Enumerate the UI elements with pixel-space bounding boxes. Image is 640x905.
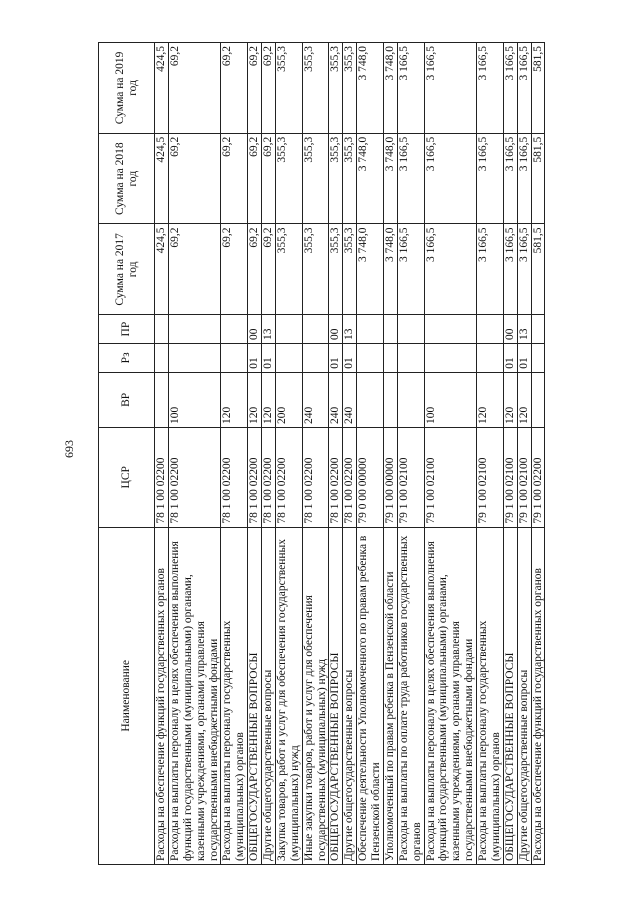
row-pr (357, 315, 384, 344)
row-vr: 120 (221, 372, 248, 427)
row-amount-2018: 3 166,5 (517, 133, 531, 224)
row-csr: 78 1 00 02200 (302, 428, 329, 528)
row-amount-2019: 424,5 (155, 43, 169, 134)
header-name: Наименование (99, 527, 155, 864)
row-amount-2019: 3 748,0 (383, 43, 397, 134)
row-csr: 79 1 00 02100 (503, 428, 517, 528)
row-amount-2019: 355,3 (302, 43, 329, 134)
row-csr: 79 1 00 02100 (517, 428, 531, 528)
table-row (503, 43, 517, 865)
row-vr (155, 372, 169, 427)
rotated-page-content (98, 42, 548, 865)
row-amount-2019: 3 166,5 (477, 43, 504, 134)
row-rz: 01 (329, 343, 343, 372)
table-row (302, 43, 329, 865)
row-amount-2017: 355,3 (302, 224, 329, 315)
row-name: Обеспечение деятельности Уполномоченного по правам ребенка в Пензенской области (357, 527, 384, 864)
row-amount-2018: 3 166,5 (424, 133, 477, 224)
row-amount-2017: 3 166,5 (517, 224, 531, 315)
row-vr: 240 (343, 372, 357, 427)
header-csr: ЦСР (99, 428, 155, 528)
row-csr: 78 1 00 02200 (329, 428, 343, 528)
row-rz (221, 343, 248, 372)
table-row (275, 43, 302, 865)
row-csr: 78 1 00 02200 (343, 428, 357, 528)
row-rz (424, 343, 477, 372)
header-2019: Сумма на 2019 год (99, 43, 155, 134)
row-amount-2017: 3 166,5 (424, 224, 477, 315)
row-pr: 13 (262, 315, 276, 344)
row-amount-2017: 355,3 (329, 224, 343, 315)
row-csr: 78 1 00 02200 (275, 428, 302, 528)
row-amount-2018: 355,3 (275, 133, 302, 224)
row-pr (275, 315, 302, 344)
row-amount-2018: 355,3 (329, 133, 343, 224)
row-pr (155, 315, 169, 344)
table-row (343, 43, 357, 865)
row-name: ОБЩЕГОСУДАРСТВЕННЫЕ ВОПРОСЫ (503, 527, 517, 864)
row-vr: 100 (424, 372, 477, 427)
row-amount-2018: 355,3 (302, 133, 329, 224)
row-vr: 240 (329, 372, 343, 427)
row-rz: 01 (517, 343, 531, 372)
row-amount-2018: 3 166,5 (397, 133, 424, 224)
row-amount-2019: 355,3 (329, 43, 343, 134)
row-pr (531, 315, 545, 344)
row-amount-2019: 69,2 (168, 43, 221, 134)
row-vr: 120 (517, 372, 531, 427)
row-vr (383, 372, 397, 427)
row-pr (302, 315, 329, 344)
row-amount-2018: 3 166,5 (503, 133, 517, 224)
row-rz: 01 (503, 343, 517, 372)
row-pr: 13 (343, 315, 357, 344)
header-2017: Сумма на 2017 год (99, 224, 155, 315)
row-amount-2019: 3 166,5 (503, 43, 517, 134)
budget-table (98, 42, 545, 865)
row-rz: 01 (262, 343, 276, 372)
row-pr (397, 315, 424, 344)
header-vr: ВР (99, 372, 155, 427)
row-amount-2017: 69,2 (262, 224, 276, 315)
row-rz (397, 343, 424, 372)
row-name: Уполномоченный по правам ребенка в Пензенской области (383, 527, 397, 864)
row-csr: 79 1 00 02100 (477, 428, 504, 528)
header-2018: Сумма на 2018 год (99, 133, 155, 224)
row-amount-2018: 3 748,0 (383, 133, 397, 224)
table-row (168, 43, 221, 865)
row-amount-2017: 581,5 (531, 224, 545, 315)
table-row (221, 43, 248, 865)
row-amount-2018: 69,2 (221, 133, 248, 224)
row-name: Закупка товаров, работ и услуг для обеспечения государственных (муниципальных) нужд (275, 527, 302, 864)
row-pr (424, 315, 477, 344)
row-csr: 78 1 00 02200 (168, 428, 221, 528)
row-amount-2017: 3 748,0 (383, 224, 397, 315)
row-amount-2017: 355,3 (343, 224, 357, 315)
row-amount-2018: 69,2 (248, 133, 262, 224)
row-amount-2018: 69,2 (262, 133, 276, 224)
row-name: Расходы на выплаты персоналу государственных (муниципальных) органов (477, 527, 504, 864)
table-row (248, 43, 262, 865)
row-name: Другие общегосударственные вопросы (343, 527, 357, 864)
row-amount-2017: 3 166,5 (397, 224, 424, 315)
header-rz: Рз (99, 343, 155, 372)
row-amount-2019: 355,3 (275, 43, 302, 134)
row-amount-2019: 3 166,5 (517, 43, 531, 134)
row-vr: 240 (302, 372, 329, 427)
row-name: Расходы на обеспечение функций государственных органов (155, 527, 169, 864)
table-header (99, 43, 155, 865)
row-name: Расходы на выплаты персоналу в целях обеспечения выполнения функций государственными (муниципальными) органами, казенными учреждениями, органами управления государственными внебюджетными фондами (424, 527, 477, 864)
row-rz (357, 343, 384, 372)
row-name: Другие общегосударственные вопросы (517, 527, 531, 864)
row-csr: 78 1 00 02200 (248, 428, 262, 528)
row-vr (531, 372, 545, 427)
table-row (262, 43, 276, 865)
table-row (424, 43, 477, 865)
row-csr: 79 1 00 02100 (424, 428, 477, 528)
table-row (329, 43, 343, 865)
row-amount-2017: 3 166,5 (477, 224, 504, 315)
row-csr: 79 1 00 02200 (531, 428, 545, 528)
row-amount-2019: 581,5 (531, 43, 545, 134)
row-csr: 79 1 00 02100 (397, 428, 424, 528)
row-amount-2018: 581,5 (531, 133, 545, 224)
row-amount-2019: 355,3 (343, 43, 357, 134)
row-amount-2017: 69,2 (248, 224, 262, 315)
row-rz (168, 343, 221, 372)
row-amount-2017: 69,2 (168, 224, 221, 315)
row-csr: 78 1 00 02200 (221, 428, 248, 528)
row-vr: 100 (168, 372, 221, 427)
row-amount-2017: 69,2 (221, 224, 248, 315)
row-amount-2017: 3 748,0 (357, 224, 384, 315)
row-amount-2018: 3 748,0 (357, 133, 384, 224)
row-vr: 120 (248, 372, 262, 427)
row-amount-2017: 3 166,5 (503, 224, 517, 315)
row-name: Расходы на обеспечение функций государственных органов (531, 527, 545, 864)
row-rz: 01 (343, 343, 357, 372)
row-name: ОБЩЕГОСУДАРСТВЕННЫЕ ВОПРОСЫ (329, 527, 343, 864)
row-amount-2019: 3 166,5 (424, 43, 477, 134)
row-name: ОБЩЕГОСУДАРСТВЕННЫЕ ВОПРОСЫ (248, 527, 262, 864)
table-row (383, 43, 397, 865)
row-pr (221, 315, 248, 344)
row-amount-2019: 69,2 (221, 43, 248, 134)
row-amount-2018: 424,5 (155, 133, 169, 224)
row-amount-2019: 69,2 (262, 43, 276, 134)
row-pr (383, 315, 397, 344)
row-pr: 00 (329, 315, 343, 344)
row-rz: 01 (248, 343, 262, 372)
row-csr: 78 1 00 02200 (155, 428, 169, 528)
table-body (155, 43, 545, 865)
row-amount-2018: 69,2 (168, 133, 221, 224)
row-rz (477, 343, 504, 372)
row-pr (477, 315, 504, 344)
table-row (357, 43, 384, 865)
table-row (155, 43, 169, 865)
row-csr: 79 1 00 00000 (383, 428, 397, 528)
row-amount-2019: 69,2 (248, 43, 262, 134)
row-vr: 120 (477, 372, 504, 427)
row-csr: 79 0 00 00000 (357, 428, 384, 528)
row-pr: 00 (503, 315, 517, 344)
row-vr (397, 372, 424, 427)
row-pr: 13 (517, 315, 531, 344)
row-rz (383, 343, 397, 372)
row-rz (302, 343, 329, 372)
row-name: Другие общегосударственные вопросы (262, 527, 276, 864)
row-rz (531, 343, 545, 372)
row-amount-2018: 3 166,5 (477, 133, 504, 224)
row-amount-2017: 424,5 (155, 224, 169, 315)
row-rz (275, 343, 302, 372)
table-row (397, 43, 424, 865)
row-name: Расходы на выплаты персоналу в целях обеспечения выполнения функций государственными (муниципальными) органами, казенными учреждениями, органами управления государственными внебюджетными фондами (168, 527, 221, 864)
table-row (517, 43, 531, 865)
row-vr (357, 372, 384, 427)
row-name: Расходы на выплаты персоналу государственных (муниципальных) органов (221, 527, 248, 864)
row-name: Иные закупки товаров, работ и услуг для обеспечения государственных (муниципальных) нужд (302, 527, 329, 864)
row-amount-2019: 3 166,5 (397, 43, 424, 134)
row-rz (155, 343, 169, 372)
row-vr: 120 (262, 372, 276, 427)
row-pr (168, 315, 221, 344)
row-csr: 78 1 00 02200 (262, 428, 276, 528)
header-pr: ПР (99, 315, 155, 344)
row-amount-2018: 355,3 (343, 133, 357, 224)
table-row (477, 43, 504, 865)
row-vr: 120 (503, 372, 517, 427)
row-pr: 00 (248, 315, 262, 344)
row-amount-2017: 355,3 (275, 224, 302, 315)
row-vr: 200 (275, 372, 302, 427)
row-amount-2019: 3 748,0 (357, 43, 384, 134)
table-row (531, 43, 545, 865)
row-name: Расходы на выплаты по оплате труда работников государственных органов (397, 527, 424, 864)
page-number: 693 (62, 440, 76, 458)
